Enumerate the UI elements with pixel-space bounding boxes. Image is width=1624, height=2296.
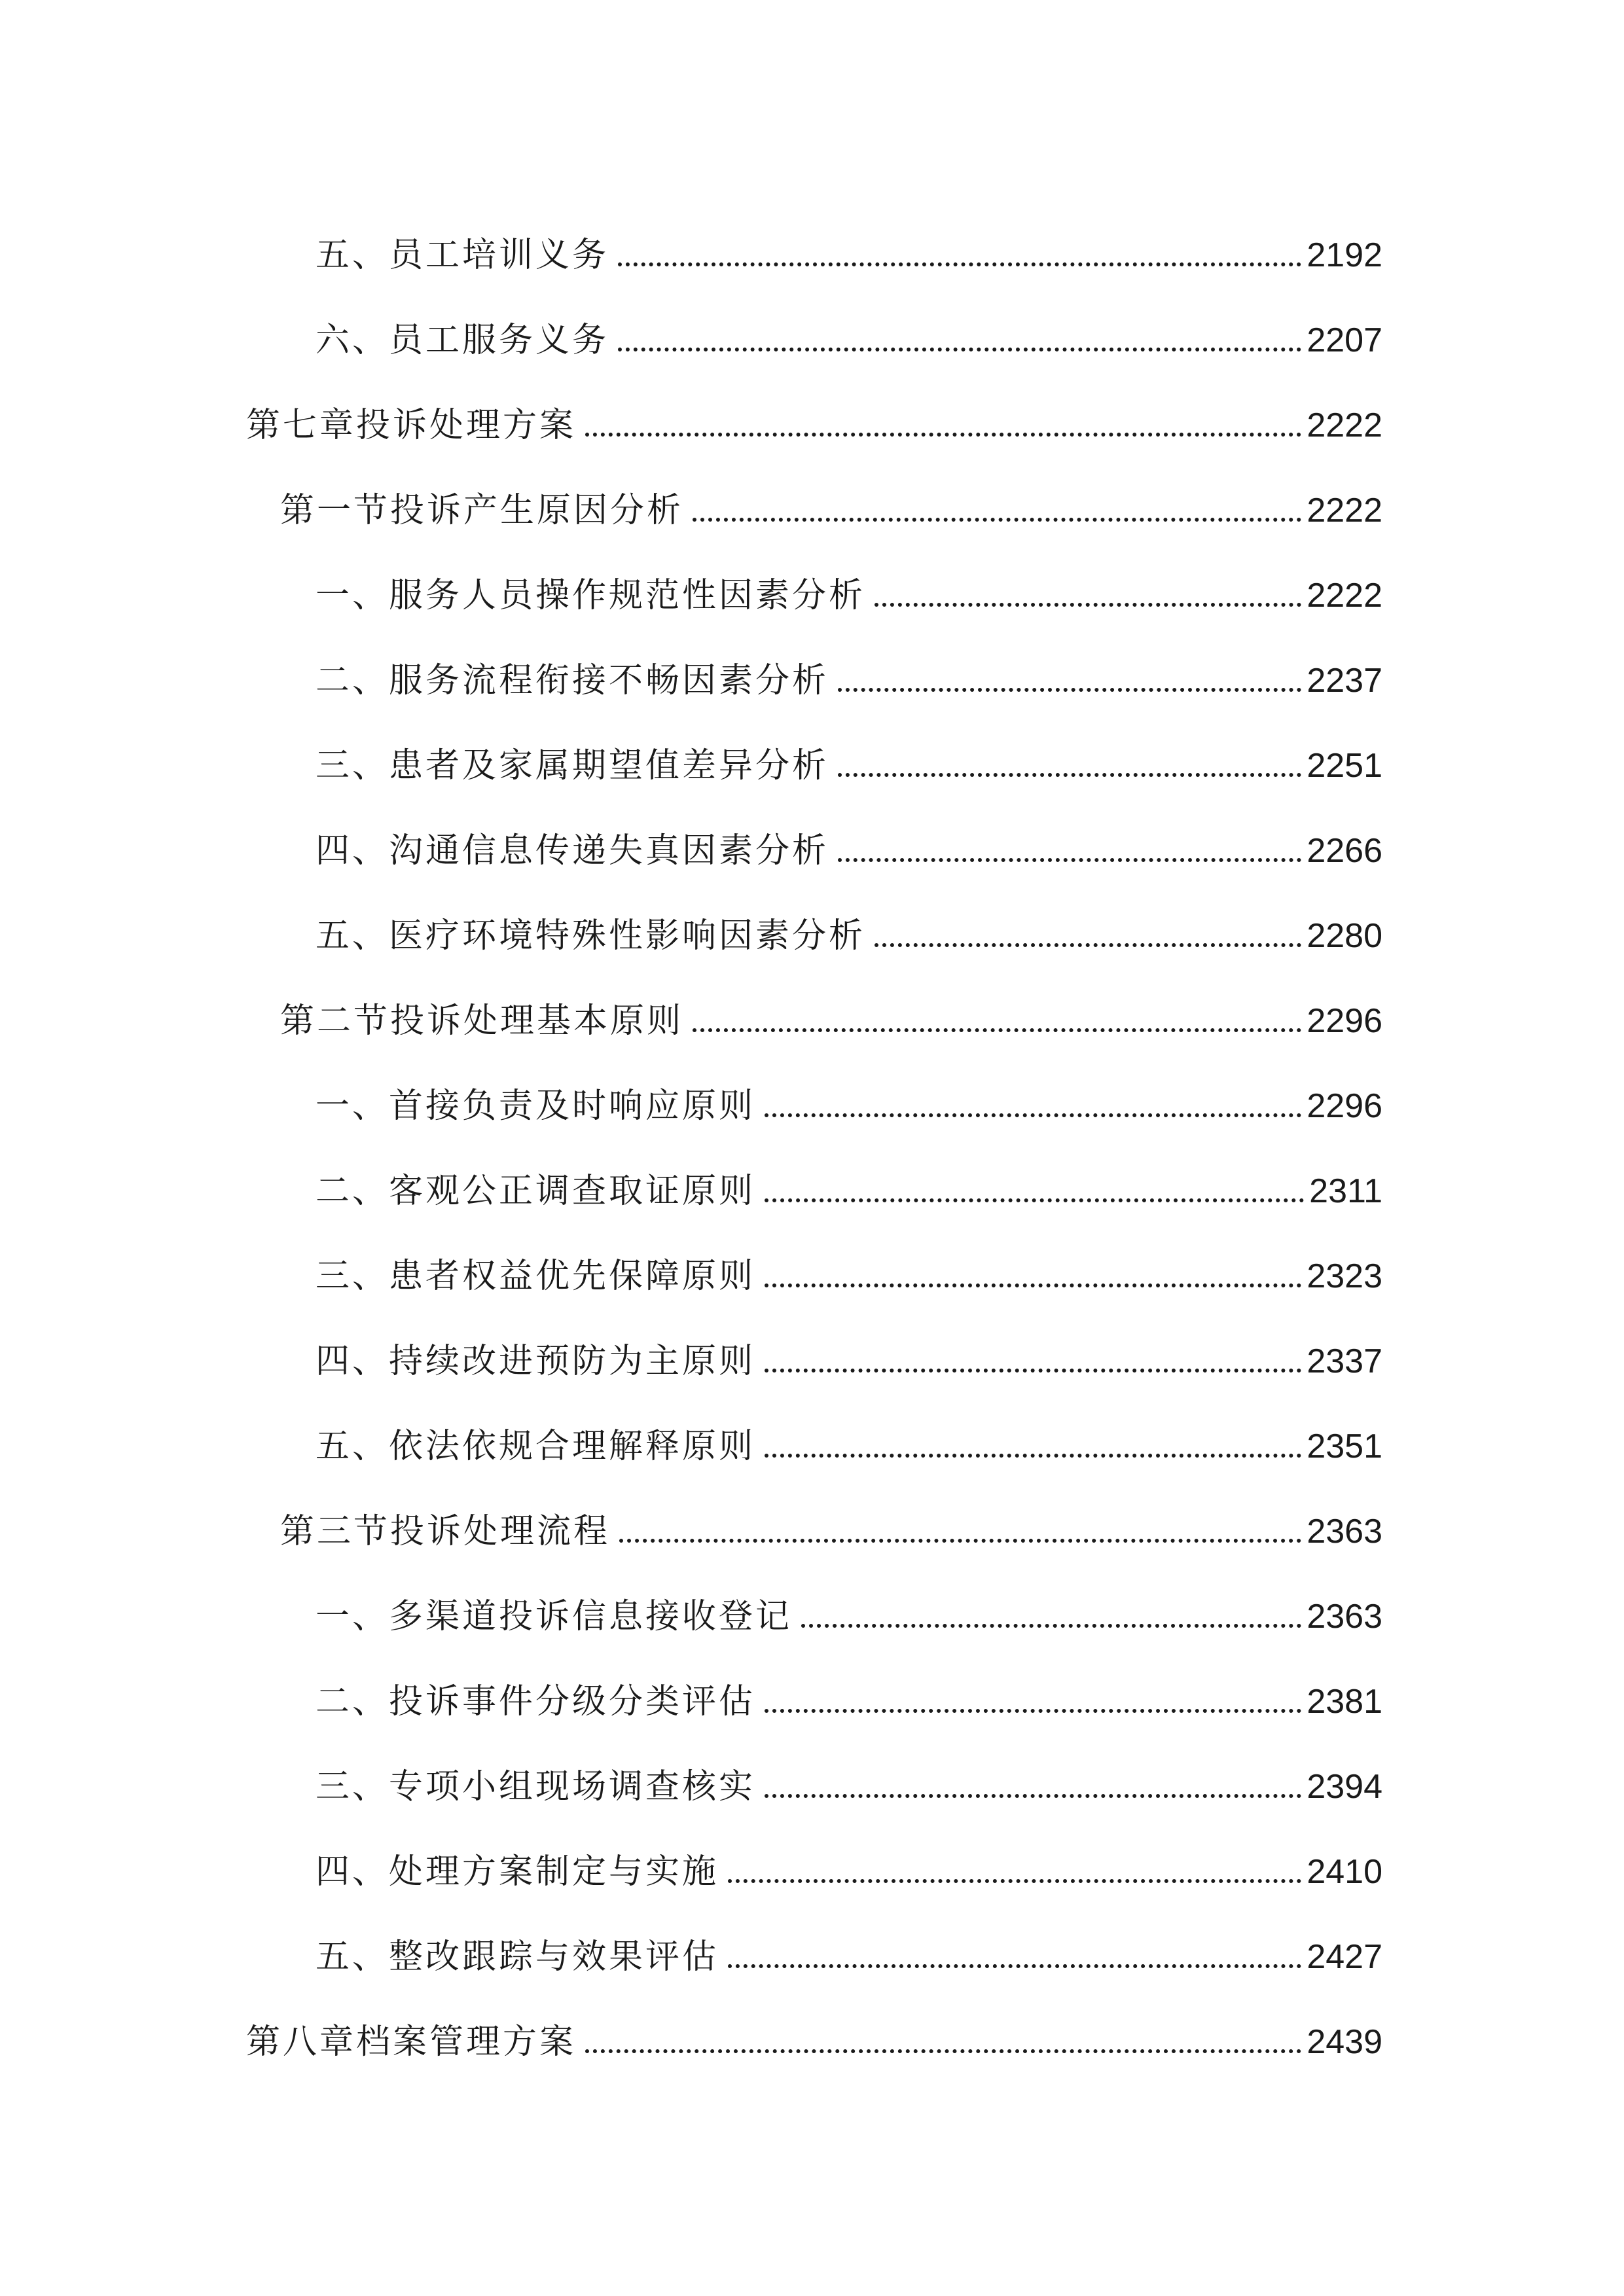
toc-section-entry[interactable]: [280, 969, 1382, 1041]
toc-entry-title: 二、客观公正调查取证原则: [316, 1171, 756, 1211]
toc-leader-dots: [618, 262, 1301, 266]
toc-entry-title: 五、员工培训义务: [316, 235, 609, 275]
toc-entry-title: 第二节投诉处理基本原则: [280, 1001, 684, 1041]
toc-section-entry[interactable]: [280, 1480, 1382, 1552]
toc-entry[interactable]: [316, 289, 1382, 361]
toc-entry-page: 2296: [1307, 1001, 1382, 1040]
toc-entry-title: 一、服务人员操作规范性因素分析: [316, 575, 866, 615]
toc-leader-dots: [728, 1879, 1301, 1883]
toc-entry-page: 2323: [1307, 1257, 1382, 1295]
toc-entry[interactable]: [316, 1310, 1382, 1382]
toc-leader-dots: [838, 688, 1301, 692]
toc-entry[interactable]: [316, 1905, 1382, 1977]
toc-entry[interactable]: [316, 1139, 1382, 1211]
toc-entry-title: 一、多渠道投诉信息接收登记: [316, 1596, 793, 1636]
toc-entry[interactable]: [316, 204, 1382, 276]
toc-chapter-entry[interactable]: [246, 1990, 1382, 2062]
toc-entry[interactable]: [316, 544, 1382, 616]
toc-entry-title: 第七章投诉处理方案: [246, 405, 577, 445]
toc-leader-dots: [728, 1964, 1301, 1968]
toc-entry[interactable]: [316, 1650, 1382, 1722]
toc-entry-page: 2251: [1307, 746, 1382, 785]
toc-entry-title: 三、患者权益优先保障原则: [316, 1256, 756, 1296]
toc-entry-title: 六、员工服务义务: [316, 320, 609, 360]
toc-leader-dots: [765, 1369, 1301, 1372]
toc-entry-page: 2222: [1307, 491, 1382, 529]
toc-entry-page: 2337: [1307, 1342, 1382, 1380]
toc-entry[interactable]: [316, 629, 1382, 701]
toc-entry-title: 五、依法依规合理解释原则: [316, 1426, 756, 1466]
toc-entry-page: 2311: [1309, 1172, 1382, 1210]
toc-entry-page: 2439: [1307, 2022, 1382, 2061]
toc-leader-dots: [801, 1624, 1301, 1628]
toc-leader-dots: [765, 1113, 1301, 1117]
toc-leader-dots: [585, 433, 1301, 437]
toc-entry-page: 2266: [1307, 831, 1382, 870]
toc-leader-dots: [765, 1283, 1301, 1287]
toc-entry[interactable]: [316, 1735, 1382, 1807]
toc-entry[interactable]: [316, 1054, 1382, 1126]
toc-entry[interactable]: [316, 1820, 1382, 1892]
toc-entry-page: 2192: [1307, 236, 1382, 274]
toc-leader-dots: [838, 858, 1301, 862]
toc-entry-page: 2427: [1307, 1937, 1382, 1976]
toc-entry[interactable]: [316, 1395, 1382, 1467]
toc-entry-page: 2351: [1307, 1427, 1382, 1465]
toc-entry-title: 一、首接负责及时响应原则: [316, 1086, 756, 1126]
toc-leader-dots: [875, 603, 1301, 607]
toc-entry-title: 第三节投诉处理流程: [280, 1511, 611, 1551]
toc-entry-page: 2296: [1307, 1086, 1382, 1125]
toc-entry-page: 2207: [1307, 321, 1382, 359]
toc-entry-page: 2410: [1307, 1852, 1382, 1891]
toc-entry-title: 三、专项小组现场调查核实: [316, 1767, 756, 1806]
toc-entry[interactable]: [316, 884, 1382, 956]
toc-entry-title: 第一节投诉产生原因分析: [280, 490, 684, 530]
toc-entry-page: 2363: [1307, 1597, 1382, 1636]
toc-leader-dots: [765, 1709, 1301, 1713]
toc-chapter-entry[interactable]: [246, 374, 1382, 446]
toc-entry[interactable]: [316, 1225, 1382, 1297]
toc-entry-title: 第八章档案管理方案: [246, 2022, 577, 2062]
toc-leader-dots: [618, 348, 1301, 351]
toc-leader-dots: [693, 518, 1301, 522]
toc-entry-title: 五、医疗环境特殊性影响因素分析: [316, 916, 866, 956]
toc-entry-title: 二、投诉事件分级分类评估: [316, 1681, 756, 1721]
toc-section-entry[interactable]: [280, 459, 1382, 531]
toc-leader-dots: [838, 773, 1301, 777]
toc-leader-dots: [875, 943, 1301, 947]
toc-entry-page: 2222: [1307, 406, 1382, 444]
toc-entry-page: 2381: [1307, 1682, 1382, 1721]
toc-entry-page: 2222: [1307, 576, 1382, 615]
toc-entry[interactable]: [316, 799, 1382, 871]
toc-entry-title: 五、整改跟踪与效果评估: [316, 1937, 719, 1977]
toc-leader-dots: [619, 1539, 1301, 1543]
toc-entry-title: 四、沟通信息传递失真因素分析: [316, 831, 829, 870]
toc-entry-title: 三、患者及家属期望值差异分析: [316, 745, 829, 785]
toc-entry-page: 2363: [1307, 1512, 1382, 1551]
toc-leader-dots: [765, 1198, 1304, 1202]
toc-leader-dots: [765, 1794, 1301, 1798]
toc-entry-page: 2394: [1307, 1767, 1382, 1806]
toc-entry-title: 四、处理方案制定与实施: [316, 1852, 719, 1892]
toc-entry-page: 2280: [1307, 916, 1382, 955]
toc-entry-title: 二、服务流程衔接不畅因素分析: [316, 660, 829, 700]
toc-entry[interactable]: [316, 1565, 1382, 1637]
toc-leader-dots: [585, 2049, 1301, 2053]
toc-leader-dots: [765, 1454, 1301, 1458]
toc-leader-dots: [693, 1028, 1301, 1032]
toc-entry-page: 2237: [1307, 661, 1382, 700]
toc-entry-title: 四、持续改进预防为主原则: [316, 1341, 756, 1381]
toc-entry[interactable]: [316, 714, 1382, 786]
